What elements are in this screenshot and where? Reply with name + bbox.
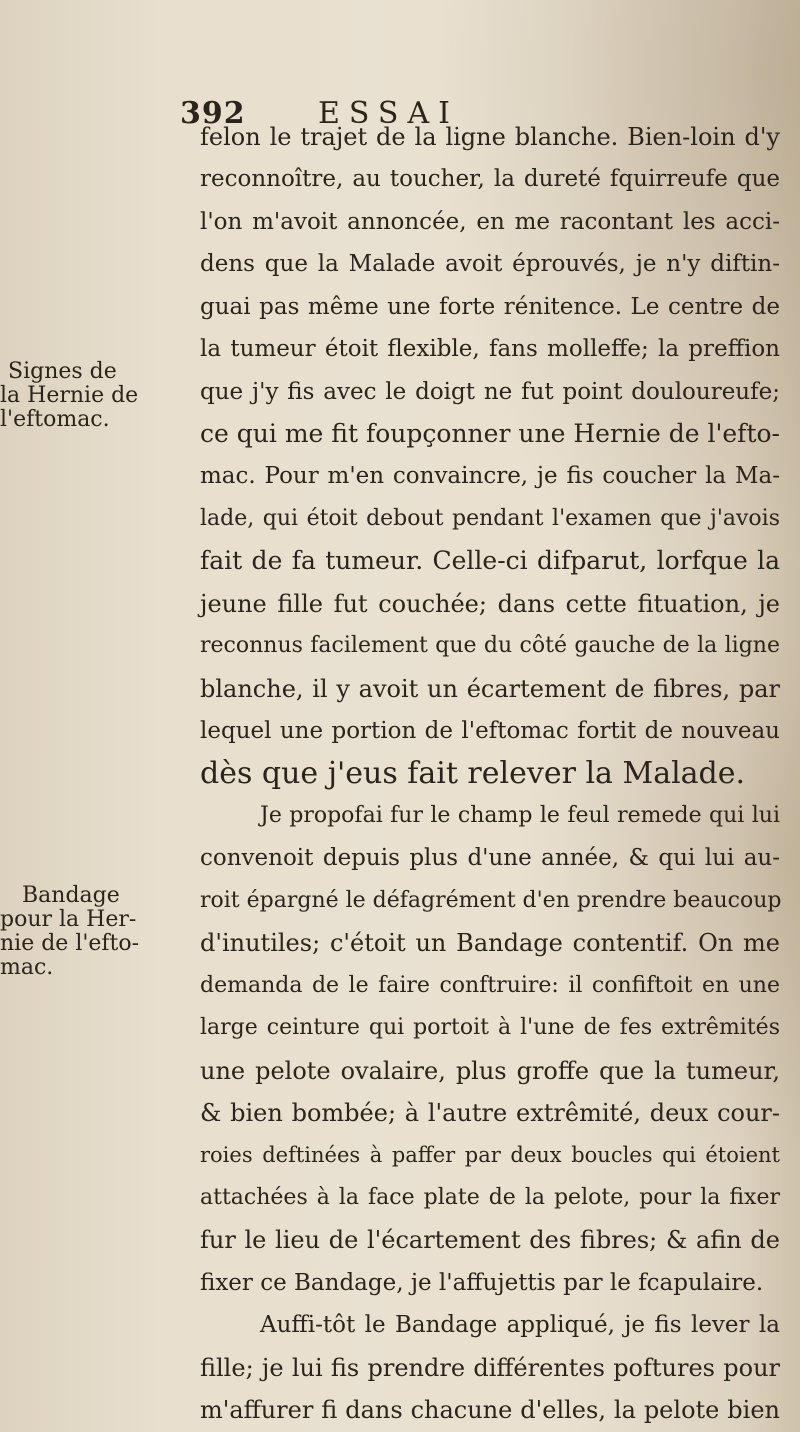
text-line: fille; je lui fis prendre différentes poftures pour: [200, 1353, 780, 1382]
margin-note-line: l'eftomac.: [0, 407, 110, 432]
margin-note-line: Bandage: [22, 883, 120, 908]
text-line: la tumeur étoit flexible, fans molleffe; la preffion: [200, 336, 780, 363]
margin-note-bandage: [0, 884, 190, 980]
text-line: dès que j'eus fait relever la Malade.: [200, 755, 746, 791]
text-line: lequel une portion de l'eftomac fortit de nouveau: [200, 718, 780, 745]
margin-note-line: la Hernie de: [0, 383, 139, 408]
text-line: felon le trajet de la ligne blanche. Bien-loin d'y: [200, 123, 780, 151]
text-line: convenoit depuis plus d'une année, & qui lui au-: [200, 845, 780, 872]
text-line: demanda de le faire conftruire: il confiftoit en une: [200, 972, 780, 998]
margin-note-line: Signes de: [8, 359, 117, 384]
page-number: 392: [180, 96, 246, 131]
margin-note-line: pour la Her-: [0, 907, 137, 932]
text-line: Je propofai fur le champ le feul remede qui lui: [260, 802, 780, 828]
margin-note-line: mac.: [0, 955, 54, 980]
margin-note-signes: [0, 360, 190, 432]
text-line: blanche, il y avoit un écartement de fibres, par: [200, 674, 780, 703]
text-line: reconnoître, au toucher, la dureté fquirreufe que: [200, 166, 780, 193]
text-line: dens que la Malade avoit éprouvés, je n'y diftin-: [200, 251, 780, 278]
text-line: m'affurer fi dans chacune d'elles, la pelote bien: [200, 1396, 780, 1424]
running-title: ESSAI: [318, 96, 459, 131]
text-line: fur le lieu de l'écartement des fibres; & afin de: [200, 1226, 780, 1255]
text-line: Auffi-tôt le Bandage appliqué, je fis lever la: [260, 1312, 780, 1339]
text-line: fixer ce Bandage, je l'affujettis par le fcapulaire.: [200, 1269, 764, 1296]
text-line: que j'y fis avec le doigt ne fut point douloureufe;: [200, 378, 780, 405]
text-line: mac. Pour m'en convaincre, je fis coucher la Ma-: [200, 463, 780, 490]
text-line: attachées à la face plate de la pelote, pour la fixer: [200, 1184, 780, 1210]
text-line: fait de fa tumeur. Celle-ci difparut, lorfque la: [200, 546, 780, 576]
text-line: d'inutiles; c'étoit un Bandage contentif. On me: [200, 929, 780, 958]
text-line: jeune fille fut couchée; dans cette fituation, je: [200, 589, 780, 618]
text-line: ce qui me fit foupçonner une Hernie de l'efto-: [200, 419, 780, 449]
text-line: reconnus facilement que du côté gauche de la ligne: [200, 633, 780, 659]
text-line: lade, qui étoit debout pendant l'examen que j'avois: [200, 505, 780, 531]
text-line: guai pas même une forte rénitence. Le centre de: [200, 293, 780, 320]
text-line: roit épargné le défagrément d'en prendre beaucoup: [200, 887, 782, 913]
text-line: l'on m'avoit annoncée, en me racontant les acci-: [200, 208, 780, 235]
text-line: large ceinture qui portoit à l'une de fes extrêmités: [200, 1015, 780, 1041]
text-line: & bien bombée; à l'autre extrêmité, deux cour-: [200, 1098, 780, 1127]
margin-note-line: nie de l'efto-: [0, 931, 140, 956]
text-line: une pelote ovalaire, plus groffe que la tumeur,: [200, 1056, 780, 1085]
text-line: roies deftinées à paffer par deux boucles qui étoient: [200, 1143, 780, 1168]
